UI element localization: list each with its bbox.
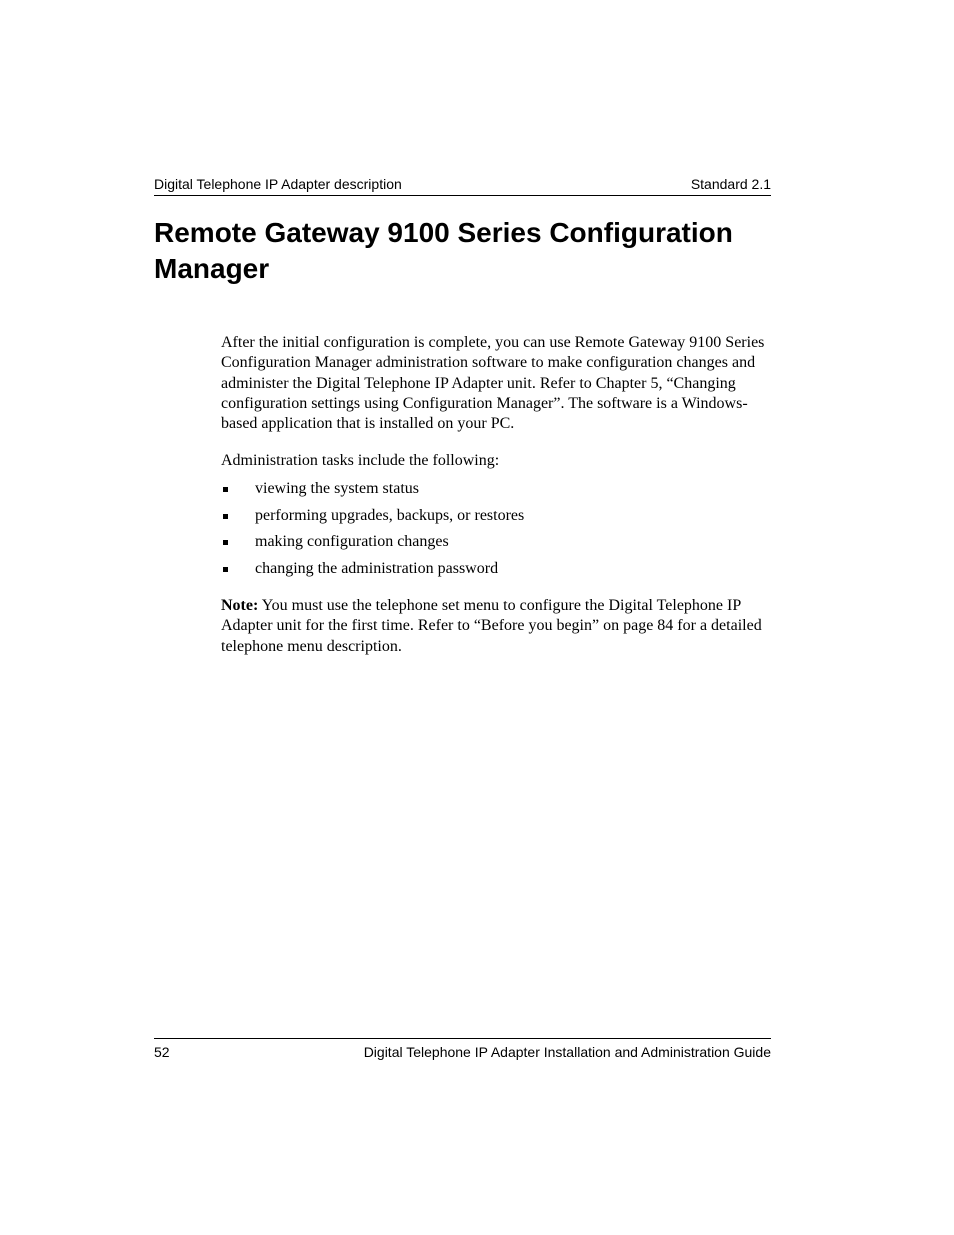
admin-tasks-list [221, 479, 524, 585]
page-number: 52 [154, 1044, 170, 1060]
list-item [221, 479, 524, 506]
list-item-text: performing upgrades, backups, or restores [255, 506, 525, 524]
list-item [221, 532, 524, 559]
note-text: You must use the telephone set menu to configure the Digital Telephone IP Adapter unit for the first time. Refer to “Before you begin” on page 84 for a detailed telephone menu description. [221, 597, 762, 655]
page-header [154, 174, 771, 196]
list-item-text: viewing the system status [255, 480, 419, 497]
note-label: Note: [221, 597, 259, 614]
intro-paragraph: After the initial configuration is complete, you can use Remote Gateway 9100 Series Configuration Manager administration software to make configuration changes and administer the Digital Telephone IP Adapter unit. Refer to Chapter 5, “Changing configuration settings using Configuration Manager”. The software is a Windows-based application that is installed on your PC. [221, 334, 765, 433]
page-title: Remote Gateway 9100 Series Configuration Manager [154, 217, 733, 284]
footer-guide-title: Digital Telephone IP Adapter Installation and Administration Guide [363, 1044, 771, 1060]
bullet-square-icon [223, 567, 228, 572]
list-item [221, 559, 524, 586]
bullet-square-icon [223, 514, 228, 519]
note-paragraph [221, 596, 776, 657]
page-footer [154, 1038, 771, 1061]
list-item-text: changing the administration password [255, 559, 499, 577]
list-item [221, 506, 524, 533]
list-item-text: making configuration changes [255, 533, 449, 550]
header-standard-version: Standard 2.1 [690, 176, 771, 192]
tasks-intro-paragraph: Administration tasks include the following: [221, 452, 500, 469]
header-section-title: Digital Telephone IP Adapter description [154, 176, 402, 192]
bullet-square-icon [223, 540, 228, 545]
bullet-square-icon [223, 487, 228, 492]
